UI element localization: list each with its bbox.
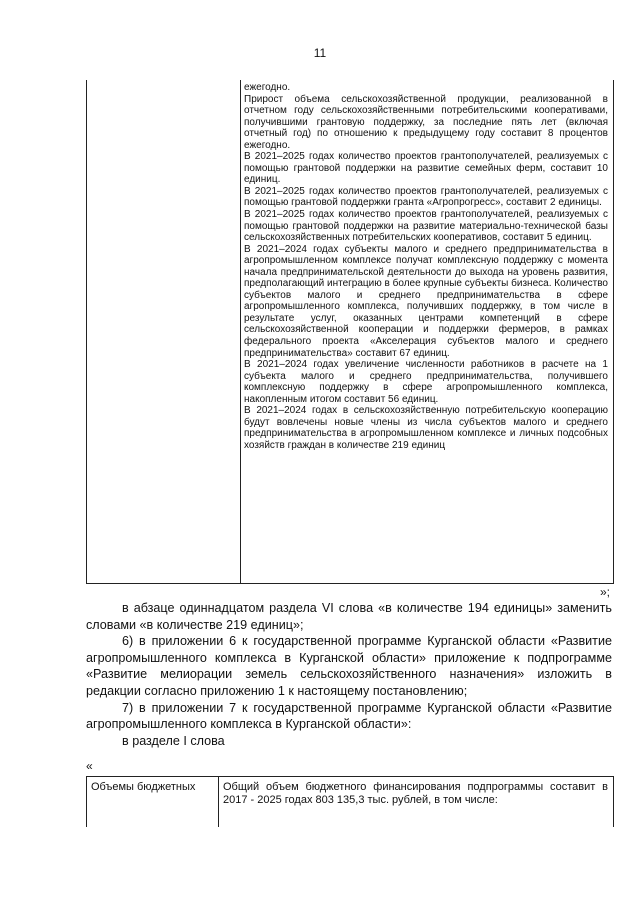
closing-quote: »; — [599, 585, 610, 599]
budget-table — [86, 776, 614, 827]
cell-paragraph: Прирост объема сельскохозяйственной продукции, реализованной в отчетном году сельскохозяйственными потребительскими кооперативами, получившими грантовую поддержку, за последние пять лет (включая отчетный год) по отношению к предыдущему году составит 8 процентов ежегодно. — [244, 93, 608, 151]
page-number: 11 — [313, 46, 327, 60]
cell-paragraph: В 2021–2024 годах субъекты малого и среднего предпринимательства в агропромышленном комплексе получат комплексную поддержку с момента начала предпринимательской деятельности до выхода на уровень развития, предполагающий интеграцию в более крупные субъекты бизнеса. Количество субъектов малого и среднего предпринимательства в сфере агропромышленного комплекса, получивших поддержку, в том числе в результате услуг, оказанных центрами компетенций в сфере сельскохозяйственной кооперации и поддержки фермеров, в рамках федерального проекта «Акселерация субъектов малого и среднего предпринимательства» составит 67 единиц. — [244, 243, 608, 359]
cell-paragraph: В 2021–2025 годах количество проектов грантополучателей, реализуемых с помощью грантовой поддержки на развитие семейных ферм, составит 10 единиц. — [244, 151, 608, 186]
body-paragraph: 6) в приложении 6 к государственной программе Курганской области «Развитие агропромышленного комплекса в Курганской области» приложение к подпрограмме «Развитие мелиорации земель сельскохозяйственного назначения» изложить в редакции согласно приложению 1 к настоящему постановлению; — [86, 634, 612, 698]
indicators-table — [86, 80, 614, 584]
table-column-divider — [218, 777, 219, 827]
opening-quote: « — [86, 759, 93, 773]
cell-paragraph: ежегодно. — [244, 82, 291, 93]
body-text — [86, 600, 612, 749]
cell-paragraph: В 2021–2025 годах количество проектов грантополучателей, реализуемых с помощью грантовой поддержки на развитие материально-технической базы сельскохозяйственных потребительских кооперативов, составит 5 единиц. — [244, 209, 608, 244]
table-column-divider — [240, 80, 241, 583]
table-cell-results — [244, 82, 608, 452]
body-paragraph: в разделе I слова — [122, 733, 225, 748]
cell-paragraph: В 2021–2024 годах увеличение численности работников в расчете на 1 субъекта малого и среднего предпринимательства, получившего комплексную поддержку в сфере агропромышленного комплекса, накопленным итогом составит 56 единиц. — [244, 359, 608, 405]
body-paragraph: 7) в приложении 7 к государственной программе Курганской области «Развитие агропромышленного комплекса в Курганской области»: — [86, 700, 612, 732]
cell-paragraph: В 2021–2024 годах в сельскохозяйственную потребительскую кооперацию будут вовлечены новые члены из числа субъектов малого и среднего предпринимательства в агропромышленном комплексе и личных подсобных хозяйств граждан в количестве 219 единиц — [244, 405, 608, 451]
table-cell-value: Общий объем бюджетного финансирования подпрограммы составит в 2017 - 2025 годах 803 135,3 тыс. рублей, в том числе: — [223, 781, 608, 806]
cell-paragraph: В 2021–2025 годах количество проектов грантополучателей, реализуемых с помощью грантовой поддержки гранта «Агропрогресс», составит 2 единицы. — [244, 185, 608, 209]
body-paragraph: в абзаце одиннадцатом раздела VI слова «в количестве 194 единицы» заменить словами «в количестве 219 единиц»; — [86, 601, 612, 632]
table-cell-label: Объемы бюджетных — [91, 781, 196, 793]
